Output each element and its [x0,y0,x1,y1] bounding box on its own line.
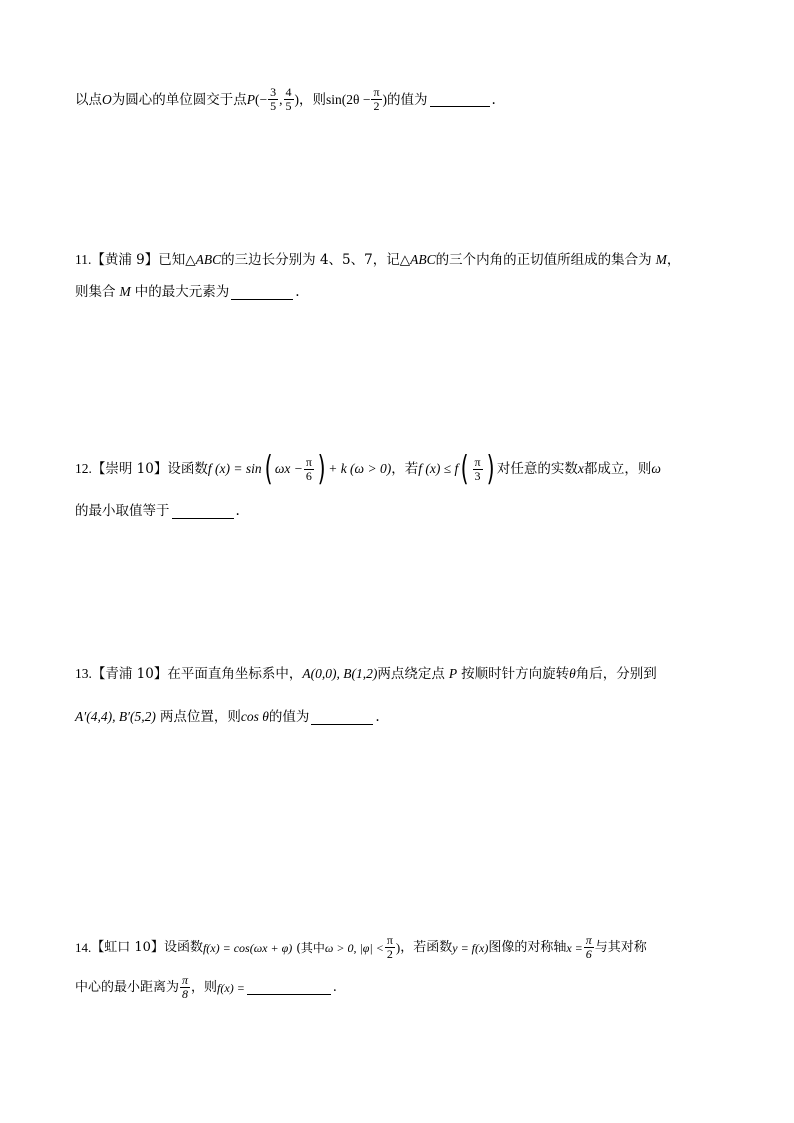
q11-set-m: M [119,284,131,299]
q12-number: 12. [75,461,92,476]
q10-answer-blank[interactable] [430,92,490,107]
q11-triangle-abc: ABC [195,252,222,267]
q14-fraction-pi-6: $\frac{\pi}{6}$ [585,933,592,961]
q10-fraction-4-5: $\frac{4}{5}$ [285,85,292,113]
q11-set-m: M [655,252,667,267]
q11-number: 11. [75,252,92,267]
q12-line-2: 的最小取值等于 . [75,503,240,519]
q14-line-1: 14. 【虹口 10】 设函数 f(x) = cos(ωx + φ) (其中 ω > 0, |φ| < $\frac{\pi}{2}$ ) ，若函数 y = f(x) 图像的对称轴 x = $\frac{\pi}{6}$ 与其对称 [75,933,647,961]
q13-answer-blank[interactable] [311,710,373,725]
q10-fraction-pi-2: $\frac{\pi}{2}$ [373,85,380,113]
q14-line-2: 中心的最小距离为 $\frac{\pi}{8}$ ，则 f(x) = . [75,973,337,1001]
q10-text: 的值为 [387,91,428,108]
q13-number: 13. [75,666,92,681]
q13-line-2: A′(4,4), B′(5,2) 两点位置，则 cos θ 的值为 . [75,706,734,728]
q11-line-1: 11. 【黄浦 9】 已知△ ABC 的三边长分别为 4、5、7，记△ ABC 的三个内角的正切值所组成的集合为 M ， [75,249,734,271]
q10-point-p: P [246,91,255,107]
q10-text: 以点 [75,91,102,108]
q14-answer-blank[interactable] [247,980,331,995]
q12-source-tag: 【崇明 10】 [91,461,168,477]
q14-fraction-pi-2: $\frac{\pi}{2}$ [386,933,393,961]
q12-fraction-pi-3: $\frac{\pi}{3}$ [474,454,481,483]
q10-var-o: O [102,91,112,107]
q14-fraction-pi-8: $\frac{\pi}{8}$ [182,973,189,1001]
q13-points-ab-prime: A′(4,4), B′(5,2) [75,709,156,724]
q12-fraction-pi-6: $\frac{\pi}{6}$ [305,454,312,483]
q14-function-def: f(x) = cos(ωx + φ) [202,940,293,955]
q12-answer-blank[interactable] [172,504,234,519]
q12-function-def: f (x) = sin [207,461,262,476]
q13-cos-theta: cos θ [240,709,269,724]
q11-source-tag: 【黄浦 9】 [91,252,159,268]
q10-fraction-3-5: $\frac{3}{5}$ [270,85,277,113]
q13-points-ab: A(0,0), B(1,2) [302,666,378,681]
q11-answer-blank[interactable] [231,285,293,300]
q12-inequality: f (x) ≤ f [418,461,459,476]
q13-source-tag: 【青浦 10】 [91,666,168,682]
q11-triangle-abc: ABC [410,252,436,267]
q10-sin-expression: sin(2θ − [326,91,371,107]
q11-line-2: 则集合 M 中的最大元素为 . [75,281,734,303]
q10-text: ，则 [299,91,326,108]
q13-line-1: 13. 【青浦 10】 在平面直角坐标系中， A(0,0), B(1,2) 两点绕定点 P 按顺时针方向旋转 θ 角后，分别到 [75,663,734,685]
q10-text: 为圆心的单位圆交于点 [111,91,247,108]
q10-line: 以点 O 为圆心的单位圆交于点 P ( − $\frac{3}{5}$ , $\frac{4}{5}$ ) ，则 sin(2θ − $\frac{\pi}{2}$ ) 的值为 . [75,85,496,113]
q14-number: 14. [75,939,92,955]
q14-source-tag: 【虹口 10】 [91,939,164,955]
q12-line-1: 12. 【崇明 10】 设函数 f (x) = sin ( ωx − $\frac{\pi}{6}$ ) + k (ω > 0) ，若 f (x) ≤ f ( $\frac{\pi}{3}$ ) 对任意的实数 x 都成立，则 ω [75,449,661,489]
